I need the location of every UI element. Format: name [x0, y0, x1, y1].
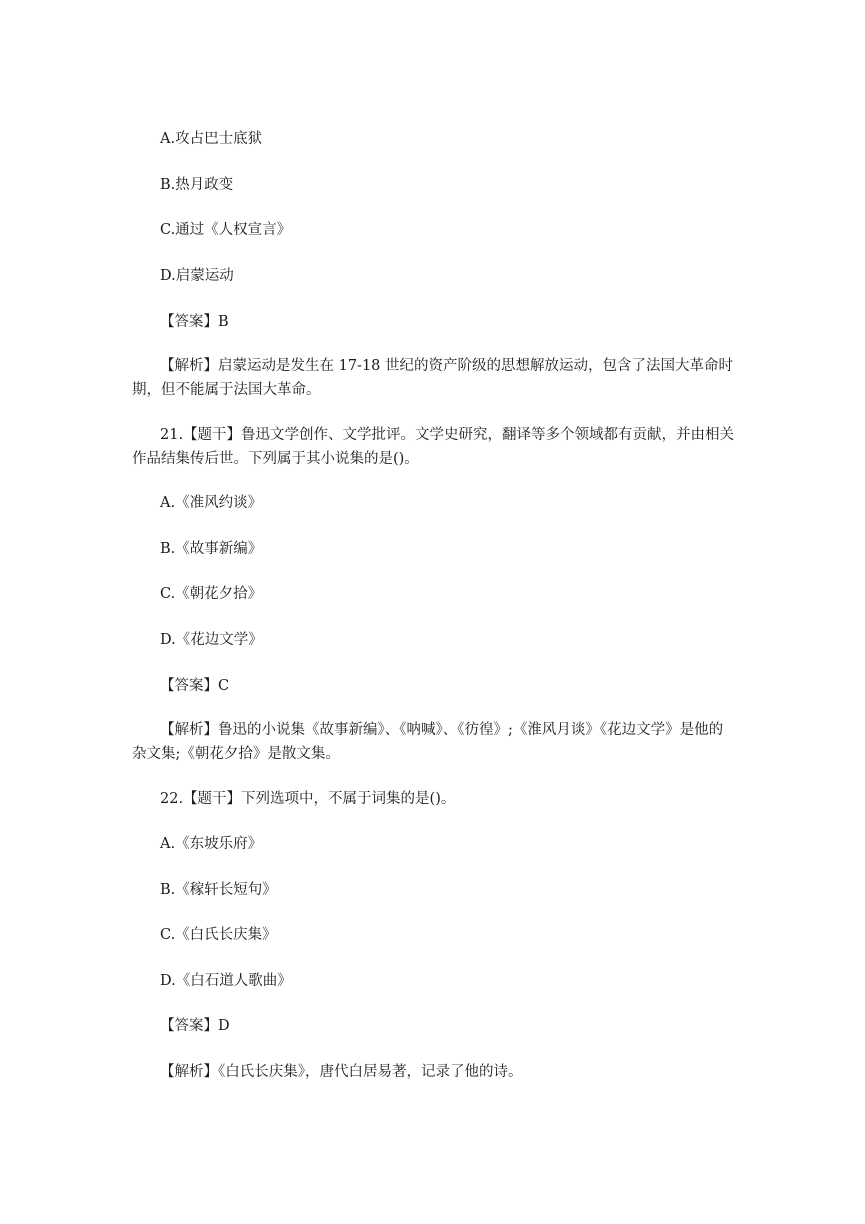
- q22-option-d: D.《白石道人歌曲》: [160, 973, 292, 989]
- q21-option-d: D.《花边文学》: [160, 632, 263, 648]
- q22-answer: 【答案】D: [160, 1018, 230, 1034]
- q20-option-b: B.热月政变: [160, 177, 234, 193]
- q22-analysis: 【解析】《白氏长庆集》，唐代白居易著，记录了他的诗。: [160, 1064, 523, 1080]
- q22-option-b: B.《稼轩长短句》: [160, 882, 277, 898]
- q20-option-c: C.通过《人权宣言》: [160, 222, 292, 238]
- q20-option-a: A.攻占巴士底狱: [160, 131, 263, 147]
- q20-option-d: D.启蒙运动: [160, 268, 234, 284]
- q21-option-b: B.《故事新编》: [160, 541, 263, 557]
- q21-analysis: 【解析】鲁迅的小说集《故事新编》、《呐喊》、《彷徨》;《淮风月谈》《花边文学》是他的杂文集;《朝花夕拾》是散文集。: [132, 722, 724, 762]
- q21-option-c: C.《朝花夕拾》: [160, 586, 263, 602]
- q20-analysis: 【解析】启蒙运动是发生在 17-18 世纪的资产阶级的思想解放运动，包含了法国大革命时期，但不能属于法国大革命。: [132, 358, 734, 398]
- q21-option-a: A.《准风约谈》: [160, 495, 263, 511]
- q21-stem: 21.【题干】鲁迅文学创作、文学批评。文学史研究，翻译等多个领域都有贡献，并由相关作品结集传后世。下列属于其小说集的是()。: [132, 427, 735, 467]
- q22-option-a: A.《东坡乐府》: [160, 836, 263, 852]
- q20-answer: 【答案】B: [160, 314, 229, 330]
- q21-answer: 【答案】C: [160, 678, 230, 694]
- q22-option-c: C.《白氏长庆集》: [160, 927, 277, 943]
- q22-stem: 22.【题干】下列选项中，不属于词集的是()。: [160, 791, 456, 807]
